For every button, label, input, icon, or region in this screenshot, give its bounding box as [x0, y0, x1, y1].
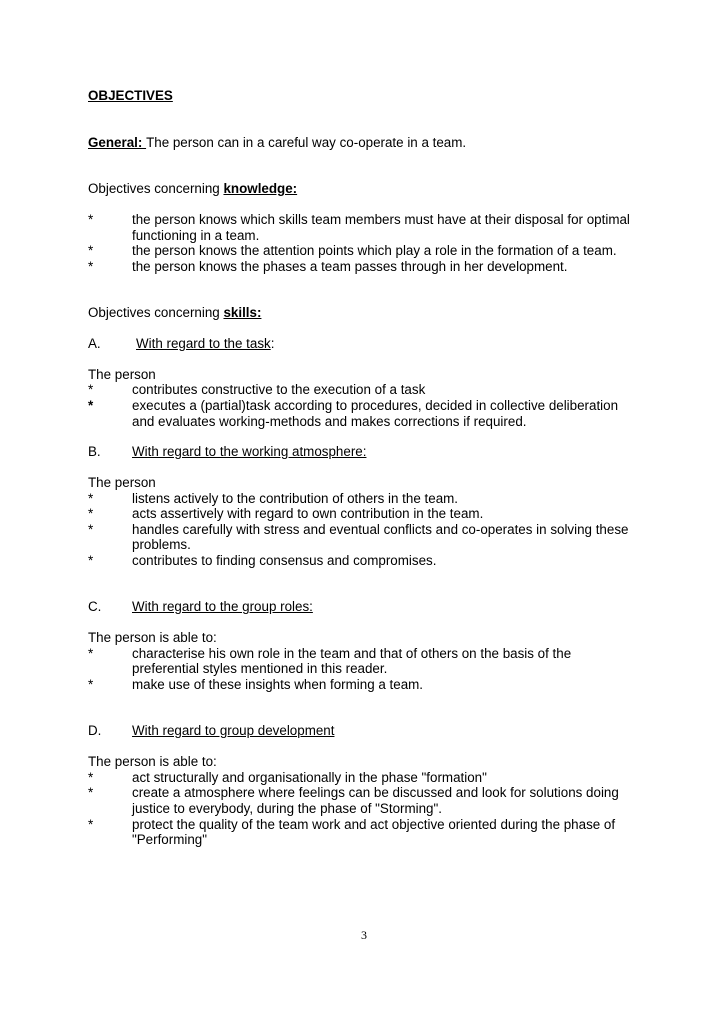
section-d-title: With regard to group development: [132, 723, 335, 738]
section-b-subject: The person: [88, 475, 156, 490]
bullet: *: [88, 646, 94, 661]
section-b-item: contributes to finding consensus and compromises.: [132, 553, 437, 568]
bullet: *: [88, 522, 94, 537]
section-c-item: make use of these insights when forming a team.: [132, 677, 424, 692]
knowledge-item: the person knows which skills team members must have at their disposal for optimal: [132, 212, 630, 227]
bullet: *: [88, 382, 94, 397]
section-c-item-continued: preferential styles mentioned in this reader.: [132, 661, 388, 676]
section-a-title: [136, 336, 274, 352]
section-c-subject: The person is able to:: [88, 630, 217, 645]
section-d-item-continued: "Performing": [132, 832, 207, 847]
bullet: *: [88, 817, 94, 832]
section-b-title: With regard to the working atmosphere:: [132, 444, 367, 459]
section-b-letter: B.: [88, 444, 101, 459]
knowledge-item: the person knows the attention points which play a role in the formation of a team.: [132, 243, 617, 258]
section-a-letter: A.: [88, 336, 101, 351]
section-b-item-continued: problems.: [132, 537, 191, 552]
general-objective: [88, 135, 466, 151]
knowledge-item: the person knows the phases a team passes through in her development.: [132, 259, 568, 274]
knowledge-item-continued: functioning in a team.: [132, 228, 260, 243]
section-d-item: protect the quality of the team work and act objective oriented during the phase of: [132, 817, 616, 832]
section-a-title-text: With regard to the task: [136, 336, 271, 351]
general-text: The person can in a careful way co-operate in a team.: [146, 135, 467, 150]
section-b-item: handles carefully with stress and eventual conflicts and co-operates in solving these: [132, 522, 629, 537]
section-a-title-suffix: :: [270, 336, 275, 351]
bullet: *: [88, 398, 94, 413]
bullet: *: [88, 259, 94, 274]
general-label: General:: [88, 135, 147, 150]
section-d-item: create a atmosphere where feelings can be discussed and look for solutions doing: [132, 785, 619, 800]
bullet: *: [88, 677, 94, 692]
bullet: *: [88, 243, 94, 258]
section-c-letter: C.: [88, 599, 102, 614]
section-a-item-continued: and evaluates working-methods and makes corrections if required.: [132, 414, 527, 429]
bullet: *: [88, 785, 94, 800]
section-d-subject: The person is able to:: [88, 754, 217, 769]
bullet: *: [88, 212, 94, 227]
section-a-item: contributes constructive to the execution of a task: [132, 382, 426, 397]
section-d-item-continued: justice to everybody, during the phase of "Storming".: [132, 801, 442, 816]
page-heading: OBJECTIVES: [88, 88, 173, 103]
section-a-subject: The person: [88, 367, 156, 382]
knowledge-keyword: knowledge:: [223, 181, 298, 196]
bullet: *: [88, 770, 94, 785]
knowledge-intro: Objectives concerning: [88, 181, 224, 196]
bullet: *: [88, 553, 94, 568]
section-c-title: With regard to the group roles:: [132, 599, 313, 614]
section-d-item: act structurally and organisationally in the phase "formation": [132, 770, 487, 785]
section-d-letter: D.: [88, 723, 102, 738]
page-number: 3: [361, 928, 367, 942]
section-c-item: characterise his own role in the team and that of others on the basis of the: [132, 646, 572, 661]
bullet: *: [88, 506, 94, 521]
section-b-item: listens actively to the contribution of others in the team.: [132, 491, 459, 506]
bullet: *: [88, 491, 94, 506]
section-b-item: acts assertively with regard to own contribution in the team.: [132, 506, 484, 521]
knowledge-heading: [88, 181, 297, 197]
section-a-item: executes a (partial)task according to procedures, decided in collective deliberation: [132, 398, 619, 413]
skills-keyword: skills:: [223, 305, 262, 320]
skills-heading: [88, 305, 261, 321]
skills-intro: Objectives concerning: [88, 305, 224, 320]
